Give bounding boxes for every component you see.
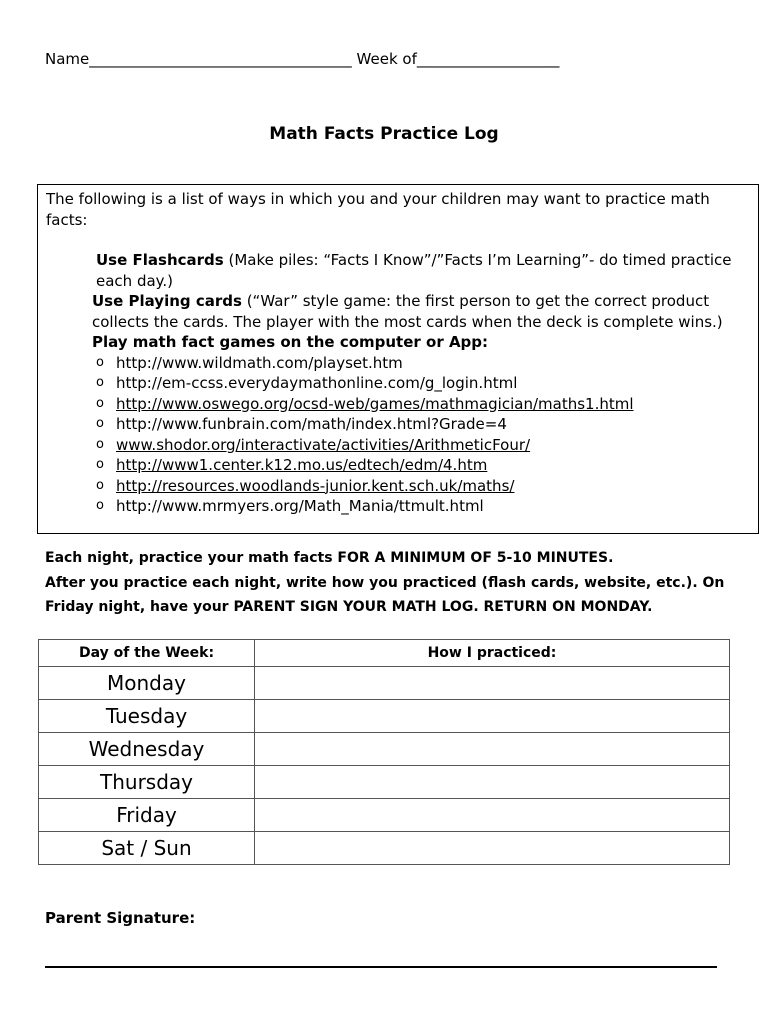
- day-cell: Wednesday: [39, 733, 255, 766]
- table-header-row: [39, 640, 730, 667]
- playing-cards-title: Use Playing cards: [92, 292, 242, 310]
- playing-cards-desc: (“War” style game: the first person to get the correct product collects the cards. The player with the most cards when the deck is complete wins.): [92, 292, 723, 331]
- website-link[interactable]: http://www.mrmyers.org/Math_Mania/ttmult.html: [116, 497, 484, 515]
- link-item: [96, 373, 748, 394]
- header-line: [45, 50, 559, 68]
- instructions-line-1: Each night, practice your math facts FOR A MINIMUM OF 5-10 MINUTES.: [45, 550, 614, 566]
- flashcards-title: Use Flashcards: [96, 251, 224, 269]
- link-item: [96, 455, 748, 476]
- website-link[interactable]: http://em-ccss.everydaymathonline.com/g_login.html: [116, 374, 518, 392]
- table-row: [39, 700, 730, 733]
- website-link[interactable]: http://resources.woodlands-junior.kent.sch.uk/maths/: [116, 476, 515, 495]
- how-practiced-cell[interactable]: [255, 667, 730, 700]
- how-practiced-cell[interactable]: [255, 799, 730, 832]
- day-cell: Friday: [39, 799, 255, 832]
- flashcards-desc: (Make piles: “Facts I Know”/”Facts I’m Learning”- do timed practice each day.): [96, 251, 732, 290]
- day-cell: Monday: [39, 667, 255, 700]
- bullet-icon: o: [96, 498, 104, 513]
- how-practiced-cell[interactable]: [255, 733, 730, 766]
- website-link[interactable]: http://www.wildmath.com/playset.htm: [116, 353, 403, 372]
- link-item: [96, 414, 748, 435]
- how-practiced-cell[interactable]: [255, 766, 730, 799]
- instructions-line-2: After you practice each night, write how you practiced (flash cards, website, etc.). On Friday night, have your PARENT SIGN YOUR MATH LOG. RETURN ON MONDAY.: [45, 574, 725, 615]
- instructions: [45, 546, 745, 620]
- name-field-label[interactable]: Name___________________________________: [45, 50, 352, 68]
- day-cell: Sat / Sun: [39, 832, 255, 865]
- bullet-icon: o: [96, 477, 104, 493]
- intro-text: The following is a list of ways in which you and your children may want to practice math facts:: [46, 190, 710, 229]
- website-link[interactable]: http://www.funbrain.com/math/index.html?Grade=4: [116, 415, 507, 433]
- flashcards-item: [46, 250, 748, 291]
- bullet-icon: o: [96, 436, 104, 452]
- week-of-field-label[interactable]: Week of___________________: [356, 50, 560, 68]
- table-row: [39, 832, 730, 865]
- website-link[interactable]: http://www.oswego.org/ocsd-web/games/mathmagician/maths1.html: [116, 394, 634, 413]
- practice-methods-box: [37, 184, 759, 534]
- practice-log-table: [38, 639, 730, 865]
- table-row: [39, 799, 730, 832]
- website-link[interactable]: www.shodor.org/interactivate/activities/ArithmeticFour/: [116, 435, 531, 454]
- how-practiced-cell[interactable]: [255, 700, 730, 733]
- day-cell: Thursday: [39, 766, 255, 799]
- link-item: [96, 435, 748, 456]
- table-row: [39, 766, 730, 799]
- table-row: [39, 667, 730, 700]
- games-title: Play math fact games on the computer or App:: [92, 333, 489, 351]
- link-item: [96, 353, 748, 374]
- page-title: Math Facts Practice Log: [269, 124, 499, 144]
- parent-signature-label: Parent Signature:: [45, 909, 196, 927]
- link-list: [46, 353, 748, 517]
- bullet-icon: o: [96, 354, 104, 370]
- bullet-icon: o: [96, 375, 104, 390]
- day-column-header: Day of the Week:: [39, 640, 255, 667]
- bullet-icon: o: [96, 416, 104, 431]
- parent-signature-line[interactable]: [45, 966, 717, 968]
- how-practiced-cell[interactable]: [255, 832, 730, 865]
- table-row: [39, 733, 730, 766]
- link-item: [96, 496, 748, 517]
- link-item: [96, 476, 748, 497]
- day-cell: Tuesday: [39, 700, 255, 733]
- link-item: [96, 394, 748, 415]
- bullet-icon: o: [96, 457, 104, 472]
- how-practiced-column-header: How I practiced:: [255, 640, 730, 667]
- playing-cards-item: [46, 291, 748, 332]
- website-link[interactable]: http://www1.center.k12.mo.us/edtech/edm/4.htm: [116, 456, 488, 474]
- bullet-icon: o: [96, 395, 104, 411]
